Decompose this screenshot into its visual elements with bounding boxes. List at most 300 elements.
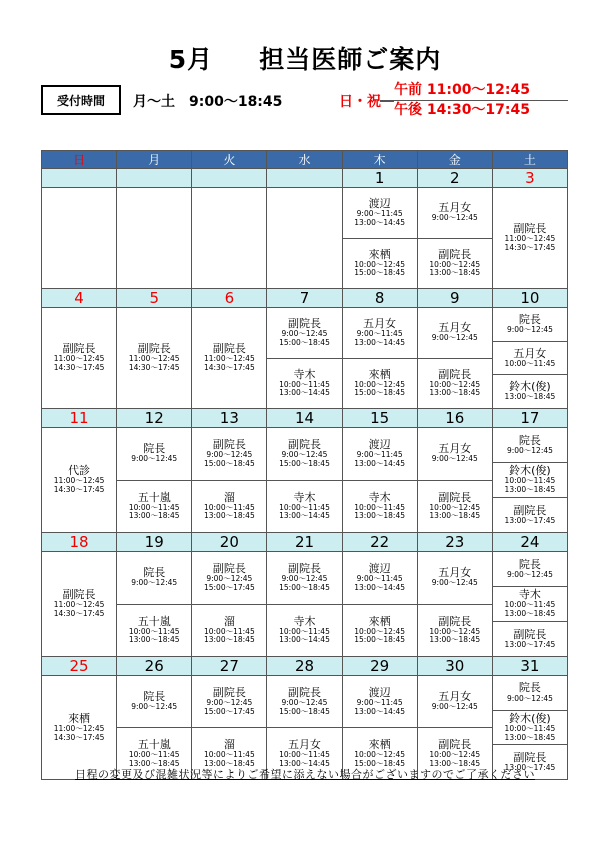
doctor-slot (343, 308, 417, 358)
time-range: 13:00～17:45 (504, 515, 556, 525)
time-range: 10:00～12:45 (429, 379, 481, 389)
doctor-name: 副院長 (212, 438, 246, 452)
doctor-slot (418, 358, 492, 409)
day-cell (417, 188, 492, 289)
doctor-slot (343, 604, 417, 657)
doctor-slot (418, 188, 492, 238)
time-range: 10:00～11:45 (504, 358, 556, 368)
weekday-2: 火 (192, 151, 267, 169)
reception-hours: 月～土 9:00～18:45 (133, 94, 283, 110)
doctor-name: 院長 (143, 566, 166, 580)
day-cell (492, 188, 567, 289)
day-cell (267, 428, 342, 533)
date-row (42, 657, 568, 676)
date-cell (267, 169, 342, 188)
time-range: 9:00～11:45 (356, 574, 403, 584)
doctor-name: 渡辺 (368, 438, 391, 452)
date-cell: 28 (267, 657, 342, 676)
doctor-slot (267, 676, 341, 727)
doctor-slot (493, 428, 567, 462)
doctor-name: 副院長 (287, 562, 321, 576)
doctor-slot (267, 480, 341, 533)
day-cell (42, 188, 117, 289)
time-range: 9:00～12:45 (281, 329, 328, 339)
doctor-slot (343, 358, 417, 409)
doctor-name: 寺木 (293, 614, 316, 628)
time-range: 14:30～17:45 (53, 609, 105, 619)
day-cell (117, 552, 192, 657)
time-range: 14:30～17:45 (203, 363, 255, 373)
doctor-slot (418, 676, 492, 727)
date-cell: 25 (42, 657, 117, 676)
doctor-name: 來栖 (68, 711, 91, 725)
date-cell: 26 (117, 657, 192, 676)
doctor-name: 寺木 (518, 588, 541, 602)
doctor-slot (117, 428, 191, 480)
doctor-name: 寺木 (293, 367, 316, 381)
doctor-slot (192, 604, 266, 657)
time-range: 10:00～12:45 (429, 749, 481, 759)
doctor-name: 副院長 (287, 685, 321, 699)
doctor-name: 鈴木(俊) (509, 380, 551, 394)
day-cell (417, 552, 492, 657)
weekday-5: 金 (417, 151, 492, 169)
time-range: 13:00～18:45 (504, 392, 556, 402)
time-range: 11:00～12:45 (128, 354, 180, 364)
date-cell: 21 (267, 533, 342, 552)
date-row (42, 169, 568, 188)
day-cell (192, 552, 267, 657)
time-range: 10:00～11:45 (128, 626, 180, 636)
time-range: 15:00～18:45 (203, 458, 255, 468)
doctor-name: 院長 (518, 312, 541, 326)
time-range: 13:00～18:45 (504, 732, 556, 742)
doctor-name: 副院長 (438, 490, 472, 504)
doctor-name: 來栖 (368, 247, 391, 261)
time-range: 15:00～17:45 (203, 706, 255, 716)
doctor-name: 來栖 (368, 614, 391, 628)
time-range: 9:00～12:45 (131, 702, 178, 712)
day-cell (192, 188, 267, 289)
doctor-name: 副院長 (438, 614, 472, 628)
schedule-row (42, 552, 568, 657)
doctor-slot (343, 188, 417, 238)
date-cell: 23 (417, 533, 492, 552)
date-cell: 17 (492, 409, 567, 428)
time-range: 10:00～12:45 (429, 259, 481, 269)
time-range: 9:00～12:45 (206, 697, 253, 707)
date-cell: 2 (417, 169, 492, 188)
doctor-slot (343, 480, 417, 533)
time-range: 9:00～12:45 (431, 578, 478, 588)
time-range: 14:30～17:45 (53, 732, 105, 742)
time-range: 13:00～18:45 (504, 609, 556, 619)
time-range: 15:00～18:45 (354, 758, 405, 768)
time-range: 10:00～12:45 (429, 626, 481, 636)
doctor-name: 院長 (518, 433, 541, 447)
time-range: 9:00～12:45 (131, 578, 178, 588)
time-range: 13:00～18:45 (429, 511, 481, 521)
doctor-slot (42, 552, 116, 656)
date-cell: 24 (492, 533, 567, 552)
date-cell (192, 169, 267, 188)
doctor-slot (192, 428, 266, 480)
date-cell: 20 (192, 533, 267, 552)
doctor-slot (493, 341, 567, 375)
doctor-name: 五十嵐 (137, 737, 171, 751)
day-cell (192, 676, 267, 780)
date-cell: 11 (42, 409, 117, 428)
doctor-name: 副院長 (212, 342, 246, 356)
time-range: 15:00～18:45 (279, 458, 330, 468)
reception-label: 受付時間 (56, 93, 105, 108)
doctor-name: 副院長 (62, 588, 96, 602)
date-row (42, 289, 568, 308)
time-range: 10:00～11:45 (354, 502, 405, 512)
title-month: 5月 (168, 45, 214, 74)
doctor-name: 五十嵐 (137, 614, 171, 628)
doctor-slot (493, 462, 567, 497)
doctor-name: 五月女 (438, 201, 472, 215)
date-cell: 12 (117, 409, 192, 428)
doctor-name: 溜 (223, 737, 235, 751)
time-range: 13:00～14:45 (279, 388, 330, 398)
time-range: 15:00～18:45 (354, 635, 405, 645)
doctor-slot (192, 480, 266, 533)
day-cell (342, 188, 417, 289)
footer-note: 日程の変更及び混雑状況等によりご希望に添えない場合がございますのでご了承ください (75, 768, 535, 781)
doctor-name: 副院長 (62, 342, 96, 356)
doctor-slot (493, 374, 567, 408)
day-cell (117, 676, 192, 780)
date-cell: 13 (192, 409, 267, 428)
time-range: 13:00～14:45 (279, 635, 330, 645)
doctor-name: 來栖 (368, 367, 391, 381)
doctor-name: 寺木 (368, 490, 391, 504)
doctor-slot (493, 621, 567, 656)
day-cell (342, 552, 417, 657)
doctor-slot (42, 676, 116, 779)
day-cell (42, 676, 117, 780)
doctor-slot (192, 676, 266, 727)
time-range: 13:00～14:45 (279, 758, 330, 768)
time-range: 13:00～18:45 (203, 511, 255, 521)
doctor-name: 副院長 (513, 503, 547, 517)
holiday-am: 午前 11:00～12:45 (380, 81, 568, 101)
time-range: 11:00～12:45 (53, 354, 105, 364)
doctor-name: 鈴木(俊) (509, 464, 551, 478)
doctor-name: 五月女 (513, 346, 547, 360)
day-cell (417, 428, 492, 533)
weekday-1: 月 (117, 151, 192, 169)
day-cell (342, 428, 417, 533)
schedule-calendar (41, 150, 568, 780)
schedule-row (42, 428, 568, 533)
time-range: 9:00～12:45 (431, 702, 478, 712)
time-range: 13:00～18:45 (128, 511, 180, 521)
time-range: 13:00～18:45 (429, 758, 481, 768)
day-cell (492, 428, 567, 533)
time-range: 15:00～18:45 (354, 268, 405, 278)
weekday-3: 水 (267, 151, 342, 169)
time-range: 15:00～17:45 (203, 582, 255, 592)
date-cell: 29 (342, 657, 417, 676)
time-range: 13:00～14:45 (279, 511, 330, 521)
time-range: 9:00～12:45 (131, 454, 178, 464)
time-range: 14:30～17:45 (53, 485, 105, 495)
time-range: 10:00～11:45 (279, 626, 330, 636)
doctor-slot (418, 480, 492, 533)
time-range: 13:00～14:45 (354, 217, 405, 227)
time-range: 9:00～11:45 (356, 697, 403, 707)
time-range: 10:00～12:45 (354, 626, 405, 636)
doctor-name: 五月女 (287, 737, 321, 751)
time-range: 10:00～11:45 (279, 379, 330, 389)
page-title (0, 40, 610, 76)
doctor-slot (42, 428, 116, 532)
time-range: 9:00～12:45 (506, 569, 553, 579)
time-range: 11:00～12:45 (53, 600, 105, 610)
time-range: 11:00～12:45 (53, 723, 105, 733)
doctor-slot (493, 497, 567, 532)
day-cell (267, 188, 342, 289)
doctor-slot (267, 604, 341, 657)
date-cell: 22 (342, 533, 417, 552)
doctor-name: 渡辺 (368, 197, 391, 211)
day-cell (192, 428, 267, 533)
date-cell: 30 (417, 657, 492, 676)
time-range: 10:00～12:45 (354, 379, 405, 389)
doctor-slot (117, 676, 191, 727)
date-cell: 10 (492, 289, 567, 308)
date-cell: 15 (342, 409, 417, 428)
date-cell: 7 (267, 289, 342, 308)
day-cell (267, 676, 342, 780)
doctor-name: 溜 (223, 490, 235, 504)
day-cell (117, 308, 192, 409)
time-range: 15:00～18:45 (279, 337, 330, 347)
time-range: 14:30～17:45 (504, 243, 556, 253)
doctor-slot (493, 552, 567, 586)
date-cell: 6 (192, 289, 267, 308)
doctor-name: 副院長 (212, 685, 246, 699)
doctor-slot (418, 428, 492, 480)
time-range: 11:00～12:45 (504, 234, 556, 244)
doctor-name: 五月女 (438, 566, 472, 580)
date-cell: 4 (42, 289, 117, 308)
time-range: 9:00～12:45 (431, 213, 478, 223)
doctor-name: 副院長 (438, 247, 472, 261)
doctor-slot (343, 238, 417, 289)
doctor-name: 代診 (68, 464, 91, 478)
time-range: 13:00～18:45 (429, 388, 481, 398)
day-cell (492, 676, 567, 780)
time-range: 13:00～18:45 (128, 758, 180, 768)
day-cell (42, 308, 117, 409)
time-range: 10:00～11:45 (279, 749, 330, 759)
doctor-slot (267, 308, 341, 358)
time-range: 13:00～14:45 (354, 458, 405, 468)
time-range: 13:00～18:45 (429, 268, 481, 278)
day-cell (117, 188, 192, 289)
time-range: 13:00～18:45 (354, 511, 405, 521)
time-range: 10:00～12:45 (354, 259, 405, 269)
doctor-slot (343, 676, 417, 727)
doctor-name: 院長 (518, 681, 541, 695)
time-range: 9:00～12:45 (281, 450, 328, 460)
date-cell: 3 (492, 169, 567, 188)
day-cell (342, 676, 417, 780)
doctor-name: 五月女 (363, 317, 397, 331)
doctor-slot (418, 604, 492, 657)
doctor-slot (192, 308, 266, 408)
date-cell: 9 (417, 289, 492, 308)
day-cell (417, 308, 492, 409)
time-range: 9:00～12:45 (506, 693, 553, 703)
doctor-name: 來栖 (368, 737, 391, 751)
doctor-name: 副院長 (438, 737, 472, 751)
doctor-name: 副院長 (212, 562, 246, 576)
doctor-slot (493, 710, 567, 745)
date-cell: 1 (342, 169, 417, 188)
time-range: 11:00～12:45 (53, 476, 105, 486)
time-range: 15:00～18:45 (354, 388, 405, 398)
time-range: 9:00～12:45 (431, 454, 478, 464)
time-range: 13:00～18:45 (128, 635, 180, 645)
weekday-0: 日 (42, 151, 117, 169)
date-cell (117, 169, 192, 188)
doctor-slot (267, 552, 341, 604)
doctor-slot (267, 428, 341, 480)
time-range: 10:00～11:45 (504, 476, 556, 486)
doctor-name: 副院長 (137, 342, 171, 356)
doctor-slot (117, 604, 191, 657)
time-range: 13:00～18:45 (429, 635, 481, 645)
time-range: 13:00～18:45 (504, 485, 556, 495)
day-cell (267, 552, 342, 657)
day-cell (492, 308, 567, 409)
doctor-slot (493, 308, 567, 341)
doctor-name: 溜 (223, 614, 235, 628)
doctor-name: 副院長 (287, 317, 321, 331)
schedule-row (42, 676, 568, 780)
doctor-name: 渡辺 (368, 562, 391, 576)
time-range: 10:00～11:45 (203, 749, 255, 759)
doctor-name: 五月女 (438, 690, 472, 704)
doctor-slot (117, 308, 191, 408)
holiday-label: 日・祝 (339, 94, 381, 110)
doctor-name: 五十嵐 (137, 490, 171, 504)
time-range: 9:00～12:45 (281, 574, 328, 584)
holiday-times (380, 81, 568, 120)
weekday-header-row (42, 151, 568, 169)
time-range: 14:30～17:45 (128, 363, 180, 373)
doctor-slot (418, 238, 492, 289)
time-range: 9:00～11:45 (356, 450, 403, 460)
reception-label-box (41, 85, 121, 115)
doctor-name: 副院長 (513, 750, 547, 764)
time-range: 10:00～11:45 (203, 502, 255, 512)
doctor-slot (493, 676, 567, 710)
schedule-row (42, 308, 568, 409)
time-range: 9:00～12:45 (506, 445, 553, 455)
time-range: 10:00～11:45 (504, 600, 556, 610)
date-cell: 31 (492, 657, 567, 676)
date-cell: 16 (417, 409, 492, 428)
doctor-name: 鈴木(俊) (509, 711, 551, 725)
time-range: 9:00～12:45 (206, 574, 253, 584)
time-range: 13:00～14:45 (354, 706, 405, 716)
time-range: 9:00～11:45 (356, 209, 403, 219)
date-row (42, 409, 568, 428)
doctor-name: 寺木 (293, 490, 316, 504)
time-range: 10:00～12:45 (354, 749, 405, 759)
time-range: 10:00～11:45 (128, 749, 180, 759)
date-cell: 19 (117, 533, 192, 552)
day-cell (267, 308, 342, 409)
time-range: 9:00～11:45 (356, 329, 403, 339)
doctor-name: 副院長 (513, 222, 547, 236)
title-heading: 担当医師ご案内 (259, 45, 442, 74)
day-cell (192, 308, 267, 409)
time-range: 9:00～12:45 (206, 450, 253, 460)
date-cell: 5 (117, 289, 192, 308)
date-cell: 8 (342, 289, 417, 308)
schedule-row (42, 188, 568, 289)
doctor-slot (267, 358, 341, 409)
time-range: 13:00～18:45 (203, 635, 255, 645)
doctor-slot (418, 308, 492, 358)
time-range: 13:00～17:45 (504, 762, 556, 772)
doctor-slot (117, 552, 191, 604)
date-cell: 14 (267, 409, 342, 428)
doctor-name: 院長 (143, 690, 166, 704)
doctor-slot (117, 480, 191, 533)
doctor-name: 副院長 (287, 438, 321, 452)
day-cell (42, 428, 117, 533)
date-cell (42, 169, 117, 188)
time-range: 10:00～12:45 (429, 502, 481, 512)
time-range: 15:00～18:45 (279, 706, 330, 716)
day-cell (42, 552, 117, 657)
doctor-name: 院長 (518, 557, 541, 571)
time-range: 13:00～14:45 (354, 582, 405, 592)
day-cell (117, 428, 192, 533)
time-range: 10:00～11:45 (279, 502, 330, 512)
doctor-name: 五月女 (438, 321, 472, 335)
time-range: 15:00～18:45 (279, 582, 330, 592)
time-range: 10:00～11:45 (203, 626, 255, 636)
time-range: 9:00～12:45 (281, 697, 328, 707)
doctor-slot (343, 552, 417, 604)
doctor-name: 副院長 (513, 627, 547, 641)
doctor-name: 院長 (143, 442, 166, 456)
day-cell (492, 552, 567, 657)
doctor-name: 五月女 (438, 442, 472, 456)
doctor-name: 副院長 (438, 367, 472, 381)
doctor-slot (42, 308, 116, 408)
doctor-name: 渡辺 (368, 685, 391, 699)
holiday-pm: 午後 14:30～17:45 (394, 102, 531, 118)
weekday-4: 木 (342, 151, 417, 169)
day-cell (417, 676, 492, 780)
doctor-slot (418, 552, 492, 604)
date-cell: 27 (192, 657, 267, 676)
time-range: 13:00～17:45 (504, 639, 556, 649)
time-range: 13:00～18:45 (203, 758, 255, 768)
weekday-6: 土 (492, 151, 567, 169)
time-range: 9:00～12:45 (506, 325, 553, 335)
